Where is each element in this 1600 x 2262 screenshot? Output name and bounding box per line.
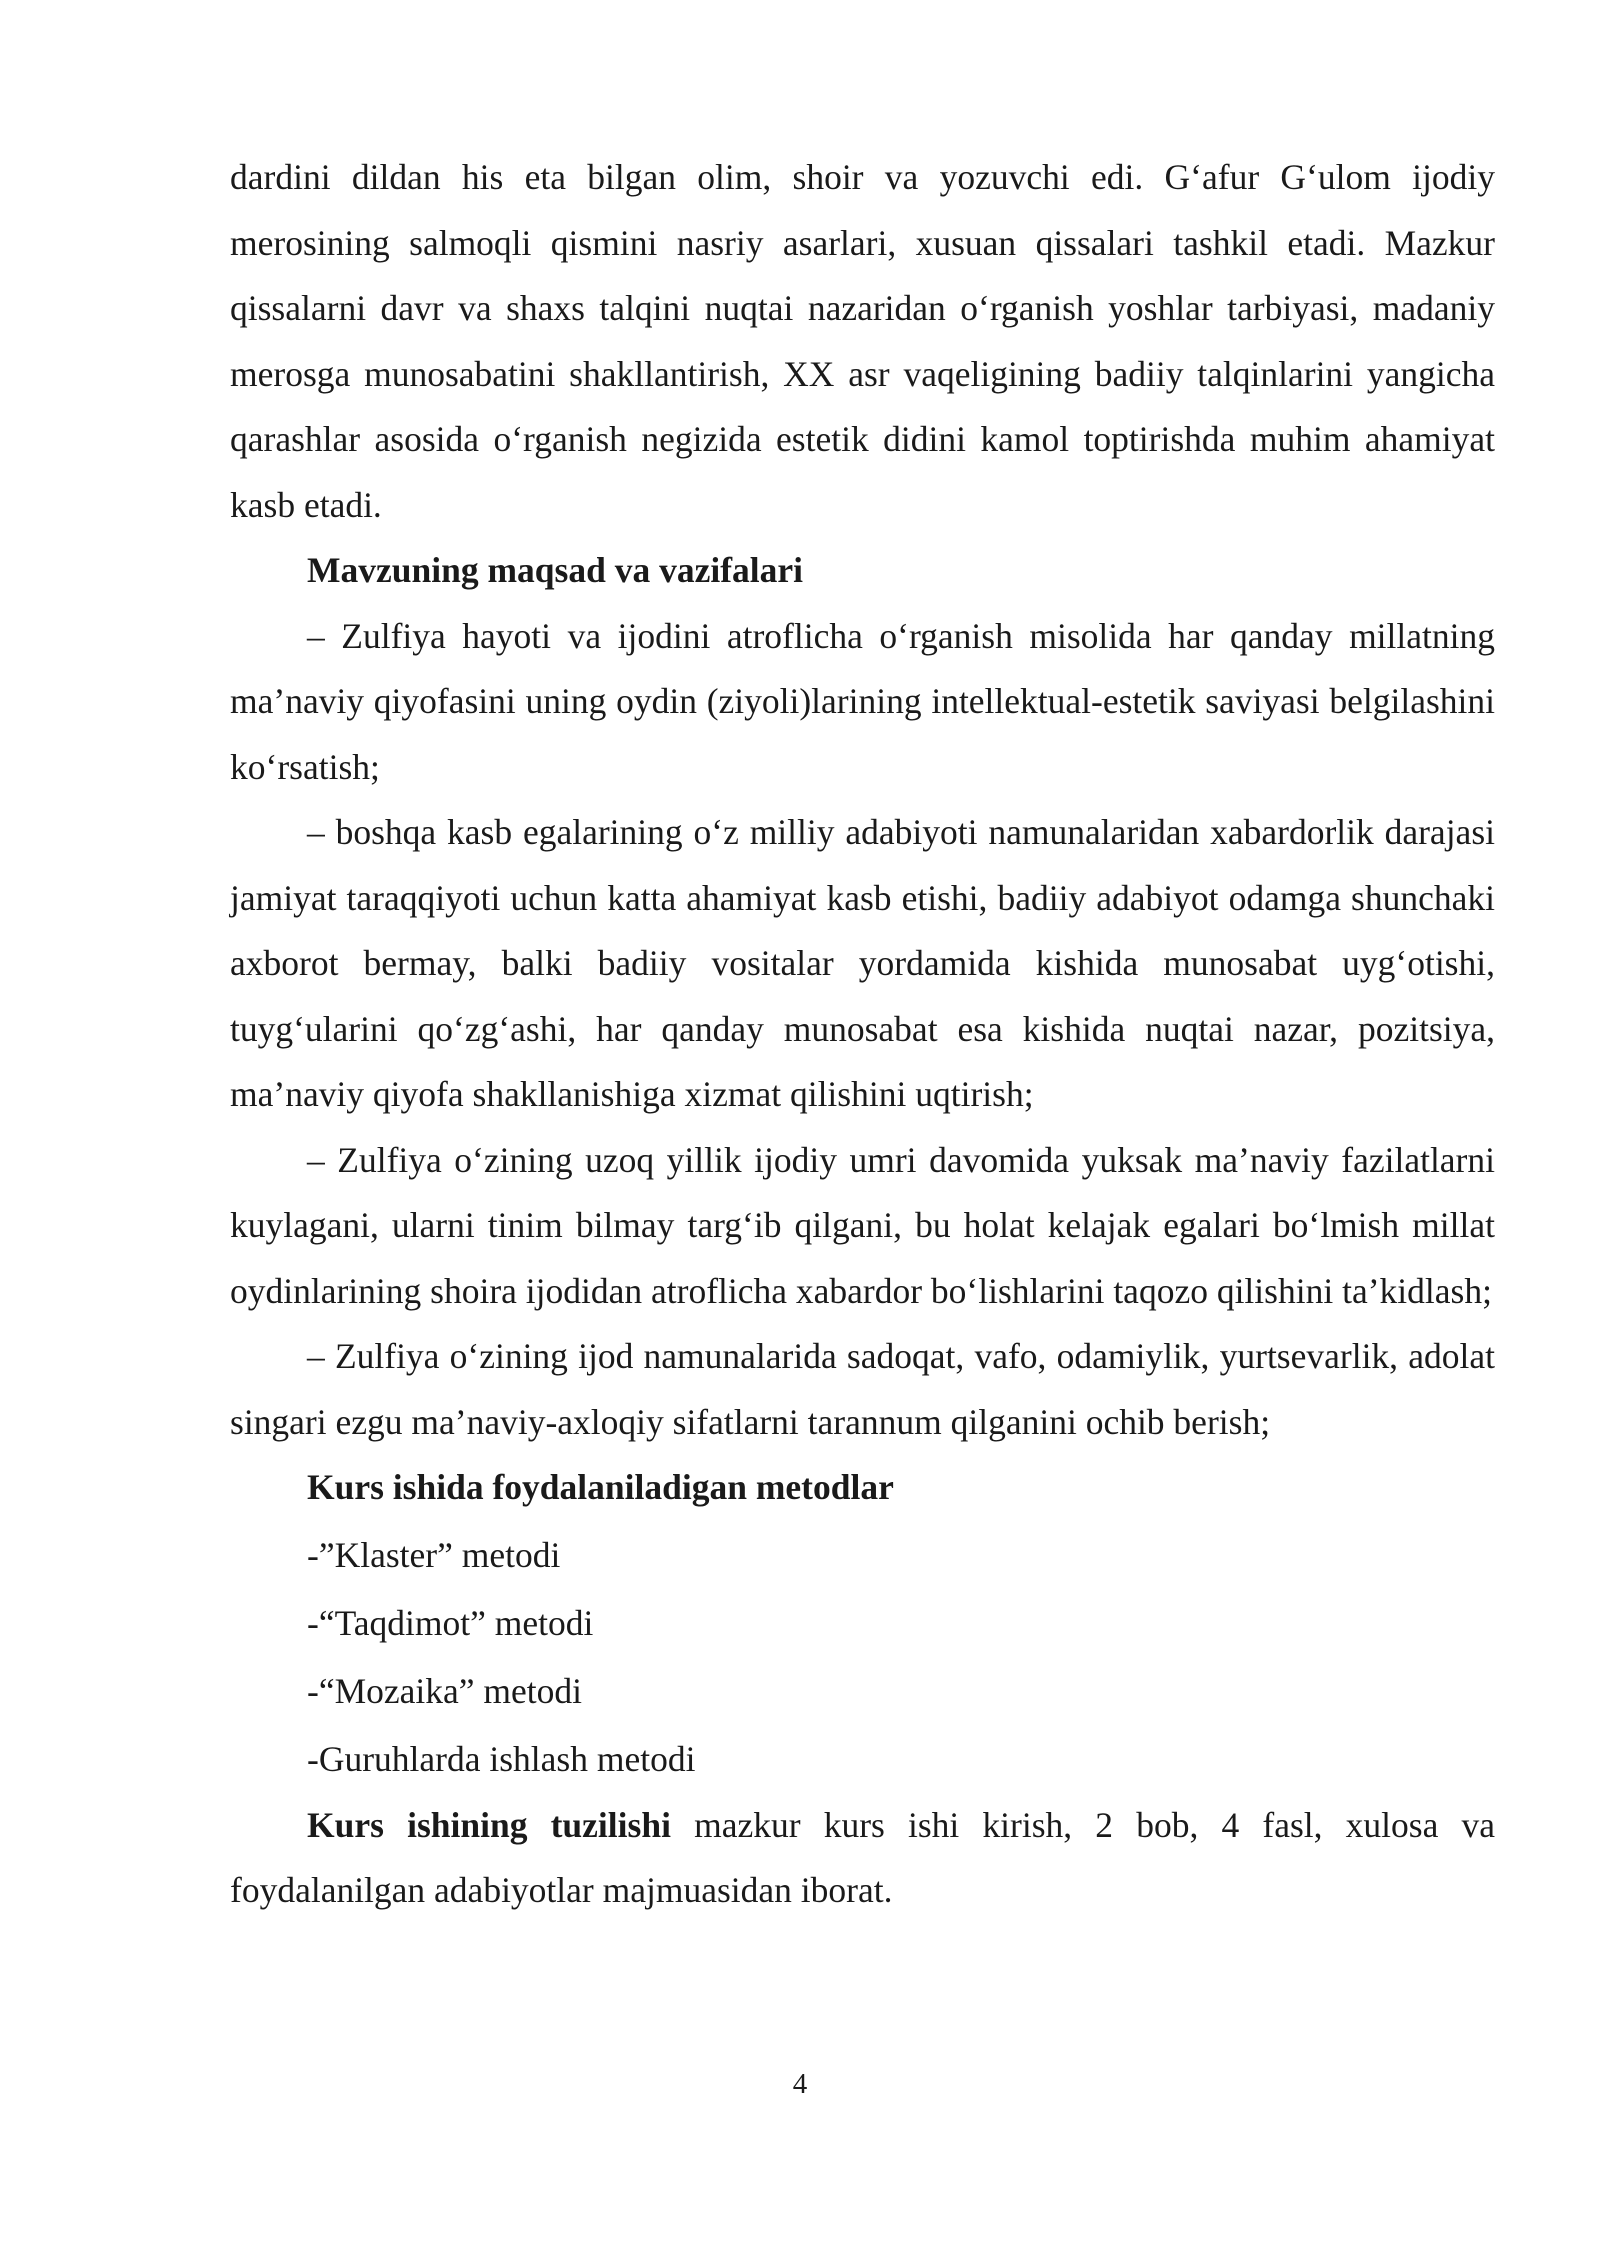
goal-item: – Zulfiya hayoti va ijodini atroflicha o‘rganish misolida har qanday millatning ma’naviy qiyofasini uning oydin (ziyoli)larining intellektual-estetik saviyasi belgilashini ko‘rsatish; (230, 615, 1495, 787)
method-item: -“Mozaika” metodi (307, 1670, 583, 1711)
structure-paragraph (230, 1793, 1495, 1924)
structure-text: mazkur kurs ishi kirish, 2 bob, 4 fasl, xulosa va foydalanilgan adabiyotlar majmuasidan iborat. (230, 1804, 1495, 1910)
structure-lead: Kurs ishining tuzilishi (307, 1804, 671, 1845)
goal-item: – Zulfiya o‘zining ijod namunalarida sadoqat, vafo, odamiylik, yurtsevarlik, adolat singari ezgu ma’naviy-axloqiy sifatlarni tarannum qilganini ochib berish; (230, 1336, 1495, 1442)
intro-paragraph: dardini dildan his eta bilgan olim, shoir va yozuvchi edi. G‘afur G‘ulom ijodiy merosining salmoqli qismini nasriy asarlari, xusuan qissalari tashkil etadi. Mazkur qissalarni davr va shaxs talqini nuqtai nazaridan o‘rganish yoshlar tarbiyasi, madaniy merosga munosabatini shakllantirish, XX asr vaqeligining badiiy talqinlarini yangicha qarashlar asosida o‘rganish negizida estetik didini kamol toptirishda muhim ahamiyat kasb etadi. (230, 157, 1495, 525)
method-item: -“Taqdimot” metodi (307, 1602, 594, 1643)
document-page (230, 145, 1495, 1924)
goal-item: – boshqa kasb egalarining o‘z milliy adabiyoti namunalaridan xabardorlik darajasi jamiyat taraqqiyoti uchun katta ahamiyat kasb etishi, badiiy adabiyot odamga shunchaki axborot bermay, balki badiiy vositalar yordamida kishida munosabat uyg‘otishi, tuyg‘ularini qo‘zg‘ashi, har qanday munosabat esa kishida nuqtai nazar, pozitsiya, ma’naviy qiyofa shakllanishiga xizmat qilishini uqtirish; (230, 812, 1495, 1114)
goals-heading: Mavzuning maqsad va vazifalari (307, 550, 804, 590)
method-item: -Guruhlarda ishlash metodi (307, 1738, 696, 1779)
methods-heading: Kurs ishida foydalaniladigan metodlar (307, 1467, 894, 1507)
method-item: -”Klaster” metodi (307, 1534, 561, 1575)
goal-item: – Zulfiya o‘zining uzoq yillik ijodiy umri davomida yuksak ma’naviy fazilatlarni kuylagani, ularni tinim bilmay targ‘ib qilgani, bu holat kelajak egalari bo‘lmish millat oydinlarining shoira ijodidan atroflicha xabardor bo‘lishlarini taqozo qilishini ta’kidlash; (230, 1139, 1495, 1311)
page-number: 4 (792, 2068, 808, 2100)
